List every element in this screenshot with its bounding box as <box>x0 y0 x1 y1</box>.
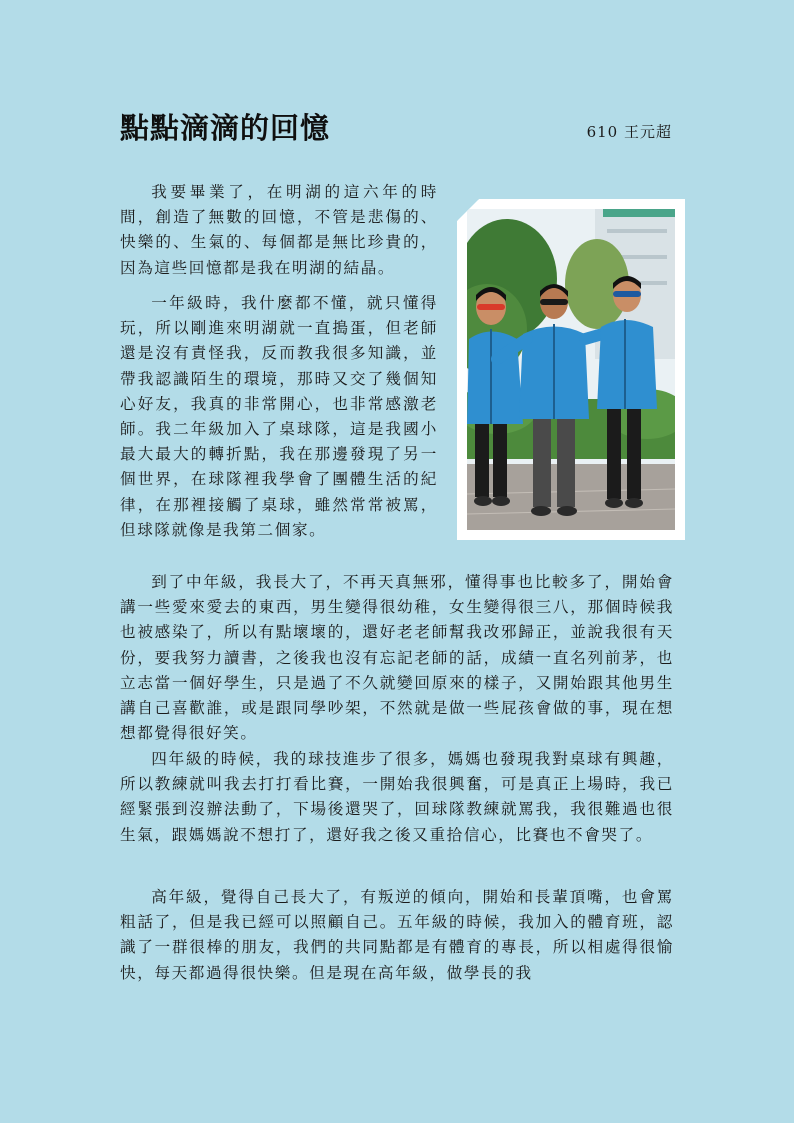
paragraph-4: 四年級的時候，我的球技進步了很多，媽媽也發現我對桌球有興趣，所以教練就叫我去打打看比賽，一開始我很興奮，可是真正上場時，我已經緊張到沒辦法動了，下場後還哭了，回球隊教練就罵我，我很難過也很生氣，跟媽媽說不想打了，還好我之後又重拾信心，比賽也不會哭了。 <box>120 750 674 844</box>
paragraph-2: 一年級時，我什麼都不懂，就只懂得玩，所以剛進來明湖就一直搗蛋，但老師還是沒有責怪我，反而教我很多知識，並帶我認識陌生的環境，那時又交了幾個知心好友，我真的非常開心，也非常感激老師。我二年級加入了桌球隊，這是我國小最大最大的轉折點，我在那邊發現了另一個世界，在球隊裡我學會了團體生活的紀律，在那裡接觸了桌球，雖然常常被罵，但球隊就像是我第二個家。 <box>120 294 438 539</box>
photo-frame <box>457 199 685 540</box>
paragraph-3: 到了中年級，我長大了，不再天真無邪，懂得事也比較多了，開始會講一些愛來愛去的東西，男生變得很幼稚，女生變得很三八，那個時候我也被感染了，所以有點壞壞的，還好老老師幫我改邪歸正，並說我很有天份，要我努力讀書，之後我也沒有忘記老師的話，成績一直名列前茅，也立志當一個好學生，只是過了不久就變回原來的樣子，又開始跟其他男生講自己喜歡誰，或是跟同學吵架，不然就是做一些屁孩會做的事，現在想想都覺得很好笑。 <box>120 573 674 743</box>
author-name: 610 王元超 <box>586 123 672 141</box>
page-title: 點點滴滴的回憶 <box>120 111 331 145</box>
paragraph-5: 高年級，覺得自己長大了，有叛逆的傾向，開始和長輩頂嘴，也會罵粗話了，但是我已經可以照顧自己。五年級的時候，我加入的體育班，認識了一群很棒的朋友，我們的共同點都是有體育的專長，所以相處得很愉快，每天都過得很快樂。但是現在高年級，做學長的我 <box>120 888 674 982</box>
paragraph-1: 我要畢業了，在明湖的這六年的時間，創造了無數的回憶，不管是悲傷的、快樂的、生氣的、每個都是無比珍貴的，因為這些回憶都是我在明湖的結晶。 <box>120 183 438 277</box>
three-boys-photo-icon <box>467 209 675 530</box>
